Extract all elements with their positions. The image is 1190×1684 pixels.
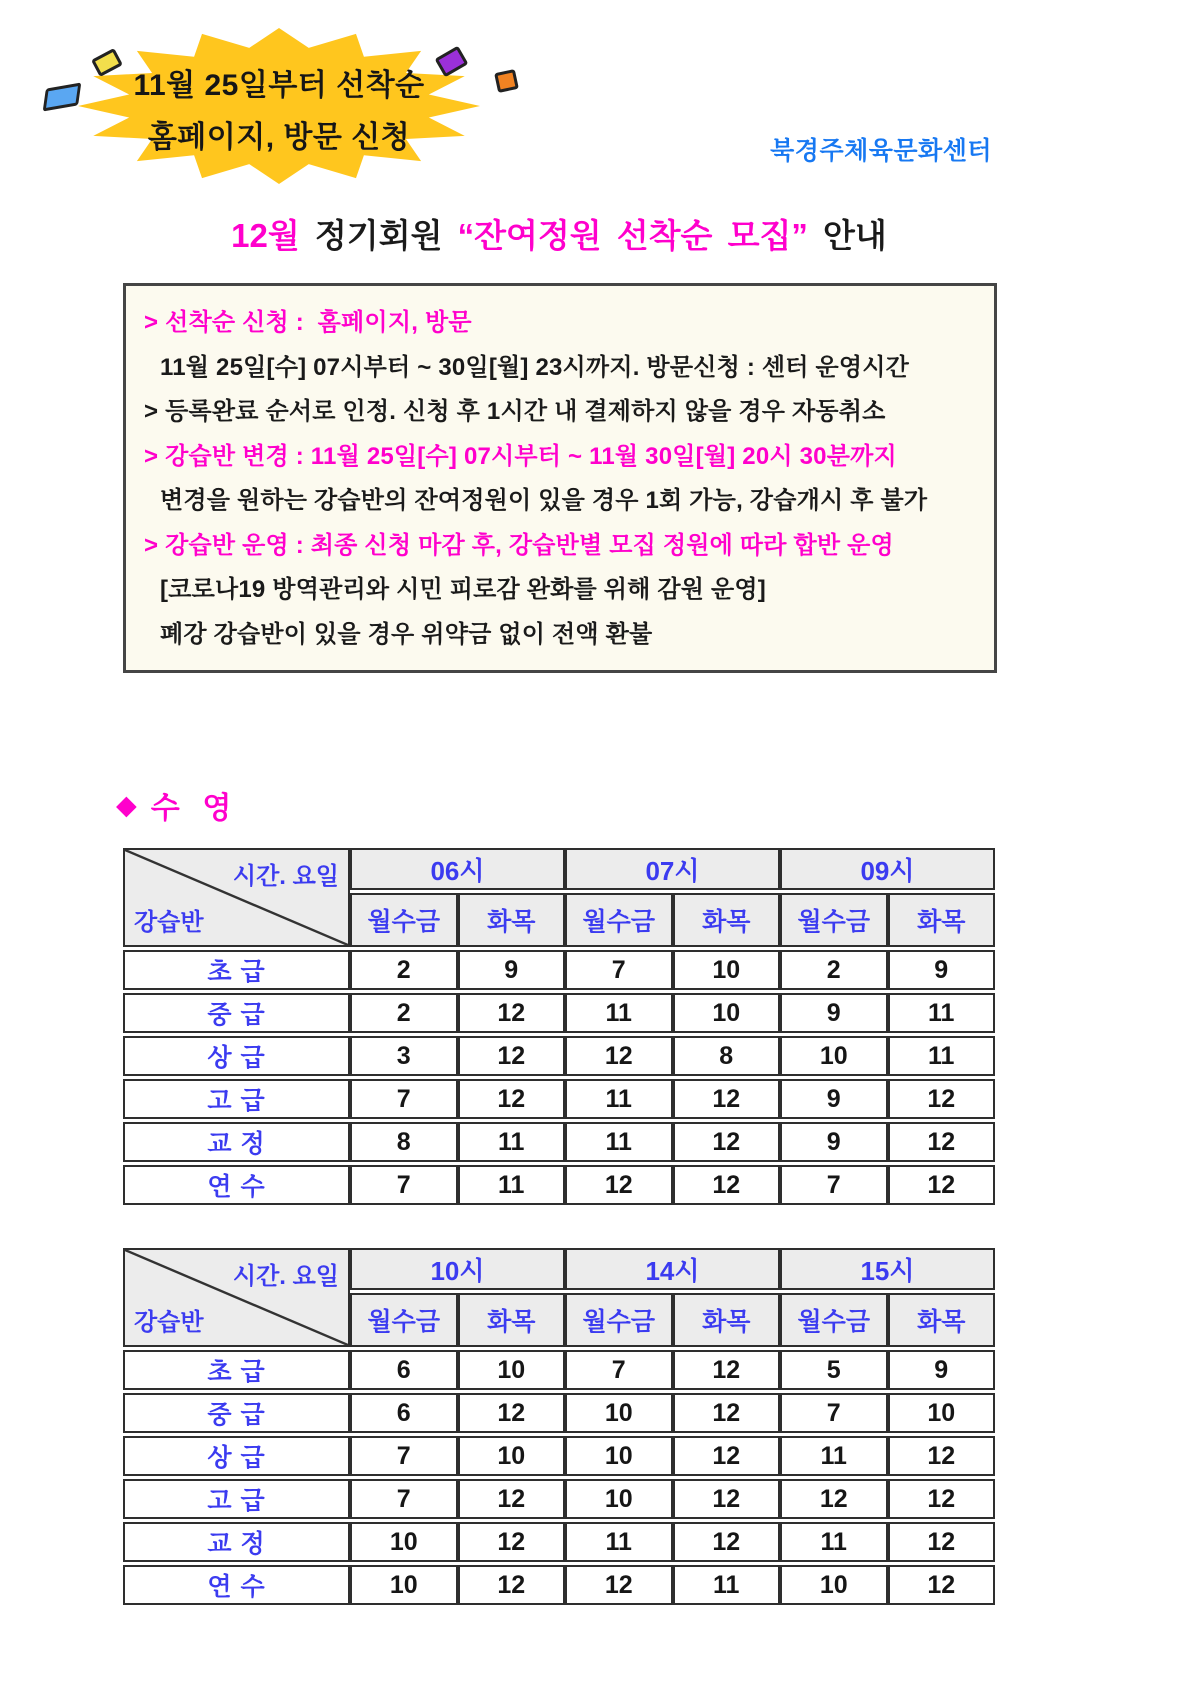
notice-line: > 강습반 변경 : 11월 25일[수] 07시부터 ~ 11월 30일[월] 20시 30분까지 xyxy=(144,442,897,470)
seat-count: 12 xyxy=(458,1522,566,1562)
corner-time-label: 시간. 요일 xyxy=(232,863,339,890)
notice-line: 폐강 강습반이 있을 경우 위약금 없이 전액 환불 xyxy=(160,620,653,648)
corner-header-cell xyxy=(123,848,350,947)
notice-line: 변경을 원하는 강습반의 잔여정원이 있을 경우 1회 가능, 강습개시 후 불가 xyxy=(160,487,928,514)
seat-count: 10 xyxy=(565,1393,673,1433)
corner-header-cell xyxy=(123,1248,350,1347)
seat-count: 10 xyxy=(673,950,781,990)
class-label: 고 급 xyxy=(123,1079,350,1119)
seat-count: 10 xyxy=(350,1522,458,1562)
day-header-tt: 화목 xyxy=(458,893,566,947)
day-header-mwf: 월수금 xyxy=(565,893,673,947)
class-label: 초 급 xyxy=(123,950,350,990)
class-label: 상 급 xyxy=(123,1436,350,1476)
seat-count: 12 xyxy=(888,1522,996,1562)
seat-count: 9 xyxy=(888,1350,996,1390)
seat-count: 5 xyxy=(780,1350,888,1390)
title-member: 정기회원 xyxy=(299,217,458,254)
org-name: 북경주체육문화센터 xyxy=(770,137,992,165)
seat-count: 2 xyxy=(350,993,458,1033)
seat-count: 11 xyxy=(565,993,673,1033)
class-label: 중 급 xyxy=(123,1393,350,1433)
seat-count: 10 xyxy=(458,1350,566,1390)
class-row xyxy=(123,1565,995,1605)
day-header-tt: 화목 xyxy=(888,893,996,947)
day-header-tt: 화목 xyxy=(458,1293,566,1347)
notice-line: [코로나19 방역관리와 시민 피로감 완화를 위해 감원 운영] xyxy=(160,576,767,603)
seat-count: 12 xyxy=(458,1079,566,1119)
seat-count: 9 xyxy=(780,993,888,1033)
seat-count: 11 xyxy=(565,1522,673,1562)
class-label: 중 급 xyxy=(123,993,350,1033)
seat-count: 12 xyxy=(458,1393,566,1433)
section-title: 수 영 xyxy=(150,792,234,825)
corner-class-label: 강습반 xyxy=(134,1309,204,1336)
seat-count: 9 xyxy=(780,1079,888,1119)
notice-line: > 선착순 신청 : 홈페이지, 방문 xyxy=(144,309,472,336)
confetti-orange-icon xyxy=(494,69,519,93)
seat-count: 12 xyxy=(673,1165,781,1205)
seat-count: 6 xyxy=(350,1393,458,1433)
seat-count: 11 xyxy=(458,1165,566,1205)
class-row xyxy=(123,1079,995,1119)
seat-count: 12 xyxy=(888,1565,996,1605)
section-swimming xyxy=(116,783,233,827)
time-group-row xyxy=(123,1248,995,1290)
seat-count: 3 xyxy=(350,1036,458,1076)
seat-count: 7 xyxy=(780,1165,888,1205)
class-row xyxy=(123,1036,995,1076)
seat-count: 11 xyxy=(565,1122,673,1162)
seat-count: 12 xyxy=(673,1436,781,1476)
starburst-badge xyxy=(78,28,480,184)
time-group-06: 06시 xyxy=(350,848,565,890)
seat-count: 12 xyxy=(888,1165,996,1205)
badge-text xyxy=(78,28,480,184)
seat-count: 12 xyxy=(673,1350,781,1390)
seat-count: 11 xyxy=(673,1565,781,1605)
title-notice: 안내 xyxy=(807,217,887,254)
class-row xyxy=(123,1522,995,1562)
seat-count: 12 xyxy=(673,1122,781,1162)
seat-count: 10 xyxy=(780,1565,888,1605)
seat-count: 12 xyxy=(458,1565,566,1605)
seat-count: 11 xyxy=(458,1122,566,1162)
title-quote: “잔여정원 선착순 모집” xyxy=(457,217,808,254)
seat-count: 7 xyxy=(350,1079,458,1119)
seat-count: 10 xyxy=(565,1479,673,1519)
seat-count: 6 xyxy=(350,1350,458,1390)
seat-count: 10 xyxy=(888,1393,996,1433)
seat-count: 12 xyxy=(458,1036,566,1076)
class-row xyxy=(123,1393,995,1433)
seat-count: 12 xyxy=(780,1479,888,1519)
seat-count: 10 xyxy=(673,993,781,1033)
seat-count: 12 xyxy=(888,1479,996,1519)
notice-box xyxy=(123,283,997,673)
badge-line-2: 홈페이지, 방문 신청 xyxy=(147,121,411,154)
corner-class-label: 강습반 xyxy=(134,909,204,936)
seat-count: 7 xyxy=(565,950,673,990)
class-row xyxy=(123,950,995,990)
time-group-14: 14시 xyxy=(565,1248,780,1290)
notice-line: 11월 25일[수] 07시부터 ~ 30일[월] 23시까지. 방문신청 : 센터 운영시간 xyxy=(160,353,910,381)
class-label: 연 수 xyxy=(123,1565,350,1605)
class-row xyxy=(123,1165,995,1205)
badge-line-1: 11월 25일부터 선착순 xyxy=(133,69,425,102)
seat-count: 12 xyxy=(673,1479,781,1519)
seat-count: 2 xyxy=(780,950,888,990)
seat-count: 10 xyxy=(565,1436,673,1476)
seat-count: 12 xyxy=(565,1036,673,1076)
seat-count: 7 xyxy=(350,1165,458,1205)
title-month: 12월 xyxy=(231,217,300,254)
confetti-blue-icon xyxy=(43,82,82,111)
seat-count: 12 xyxy=(458,1479,566,1519)
seat-count: 10 xyxy=(780,1036,888,1076)
seat-count: 7 xyxy=(350,1436,458,1476)
seat-count: 9 xyxy=(458,950,566,990)
seat-count: 10 xyxy=(458,1436,566,1476)
seat-count: 12 xyxy=(673,1079,781,1119)
class-label: 고 급 xyxy=(123,1479,350,1519)
seat-count: 11 xyxy=(780,1436,888,1476)
class-row xyxy=(123,1122,995,1162)
day-header-tt: 화목 xyxy=(673,1293,781,1347)
seat-count: 2 xyxy=(350,950,458,990)
seat-count: 12 xyxy=(565,1165,673,1205)
time-group-10: 10시 xyxy=(350,1248,565,1290)
seat-count: 7 xyxy=(780,1393,888,1433)
class-label: 교 정 xyxy=(123,1122,350,1162)
seat-count: 12 xyxy=(673,1522,781,1562)
seat-count: 9 xyxy=(888,950,996,990)
seat-count: 12 xyxy=(458,993,566,1033)
time-group-07: 07시 xyxy=(565,848,780,890)
schedule-table-afternoon xyxy=(123,1245,995,1608)
seat-count: 11 xyxy=(565,1079,673,1119)
seat-count: 12 xyxy=(565,1565,673,1605)
seat-count: 8 xyxy=(673,1036,781,1076)
day-header-mwf: 월수금 xyxy=(350,1293,458,1347)
class-row xyxy=(123,1436,995,1476)
seat-count: 12 xyxy=(888,1436,996,1476)
day-header-mwf: 월수금 xyxy=(780,1293,888,1347)
seat-count: 7 xyxy=(350,1479,458,1519)
seat-count: 12 xyxy=(673,1393,781,1433)
diamond-icon: ◆ xyxy=(116,789,137,820)
class-label: 상 급 xyxy=(123,1036,350,1076)
seat-count: 12 xyxy=(888,1079,996,1119)
day-header-mwf: 월수금 xyxy=(565,1293,673,1347)
class-row xyxy=(123,993,995,1033)
corner-time-label: 시간. 요일 xyxy=(232,1263,339,1290)
seat-count: 11 xyxy=(888,993,996,1033)
notice-line: > 강습반 운영 : 최종 신청 마감 후, 강습반별 모집 정원에 따라 합반 운영 xyxy=(144,531,894,559)
seat-count: 11 xyxy=(888,1036,996,1076)
seat-count: 12 xyxy=(888,1122,996,1162)
time-group-15: 15시 xyxy=(780,1248,995,1290)
day-header-mwf: 월수금 xyxy=(780,893,888,947)
notice-line: > 등록완료 순서로 인정. 신청 후 1시간 내 결제하지 않을 경우 자동취소 xyxy=(144,398,886,425)
time-group-row xyxy=(123,848,995,890)
seat-count: 10 xyxy=(350,1565,458,1605)
time-group-09: 09시 xyxy=(780,848,995,890)
page-title xyxy=(100,210,1018,257)
schedule-table-morning xyxy=(123,845,995,1208)
day-header-tt: 화목 xyxy=(673,893,781,947)
seat-count: 8 xyxy=(350,1122,458,1162)
seat-count: 7 xyxy=(565,1350,673,1390)
class-label: 초 급 xyxy=(123,1350,350,1390)
class-label: 연 수 xyxy=(123,1165,350,1205)
day-header-tt: 화목 xyxy=(888,1293,996,1347)
seat-count: 9 xyxy=(780,1122,888,1162)
class-row xyxy=(123,1479,995,1519)
seat-count: 11 xyxy=(780,1522,888,1562)
class-label: 교 정 xyxy=(123,1522,350,1562)
day-header-mwf: 월수금 xyxy=(350,893,458,947)
class-row xyxy=(123,1350,995,1390)
